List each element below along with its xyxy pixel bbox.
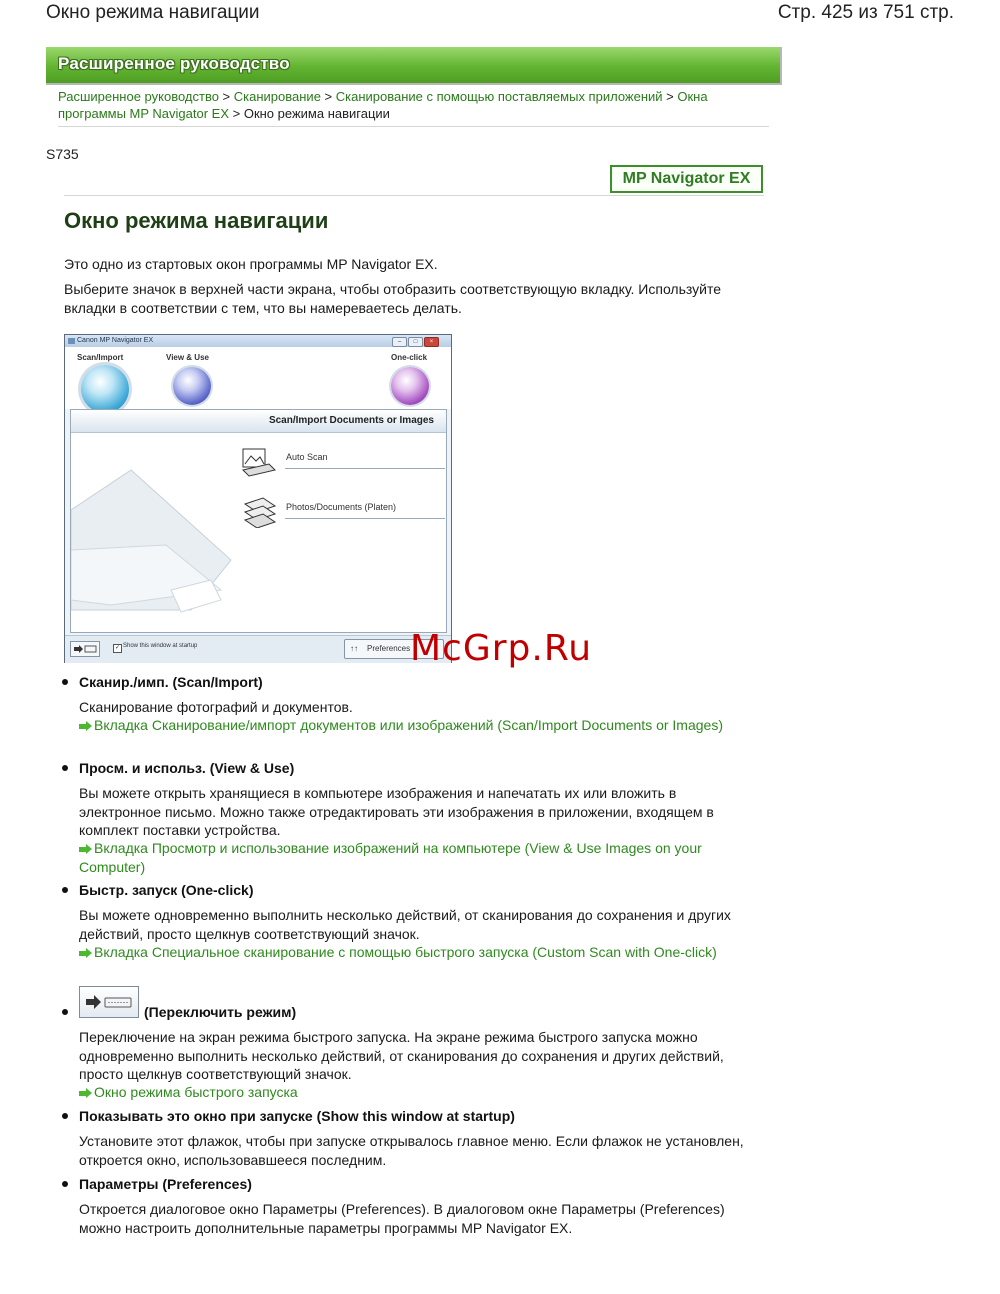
auto-scan-icon[interactable]	[239, 446, 279, 478]
scanner-icon[interactable]	[81, 365, 129, 413]
section-heading-switch-mode: (Переключить режим)	[144, 1004, 297, 1020]
bullet-icon	[62, 887, 68, 893]
window-footer	[65, 635, 451, 663]
panel-header	[71, 410, 446, 433]
bullet-icon	[62, 1181, 68, 1187]
arrow-right-icon	[79, 943, 94, 953]
app-icon	[68, 338, 75, 344]
minimize-icon[interactable]: –	[392, 337, 407, 347]
watermark: McGrp.Ru	[410, 628, 593, 669]
startup-checkbox-label: Show this window at startup	[123, 643, 198, 649]
section-heading-show-startup: Показывать это окно при запуске (Show this window at startup)	[79, 1108, 515, 1124]
startup-checkbox[interactable]: ✓	[114, 645, 121, 651]
link-one-click-mode-window[interactable]	[79, 1083, 749, 1102]
bullet-icon	[62, 765, 68, 771]
section-text: Переключение на экран режима быстрого запуска. На экране режима быстрого запуска можно одновременно выполнить несколько действий, от сканирования до сохранения и других действий, просто щелкнув соответствующий значок.	[79, 1029, 724, 1082]
section-heading-one-click: Быстр. запуск (One-click)	[79, 882, 254, 898]
switch-mode-button[interactable]	[70, 641, 100, 657]
section-heading-scan-import: Сканир./имп. (Scan/Import)	[79, 674, 263, 690]
divider	[285, 518, 445, 519]
breadcrumb-separator: >	[218, 89, 234, 104]
platen-scan-icon[interactable]	[239, 494, 279, 528]
scan-import-panel	[70, 409, 447, 633]
intro-paragraph: Выберите значок в верхней части экрана, чтобы отобразить соответствующую вкладку. Используйте вкладки в соответствии с тем, что вы намереваетесь делать.	[64, 281, 722, 316]
page-header-title: Окно режима навигации	[46, 2, 260, 23]
breadcrumb-current: Окно режима навигации	[243, 106, 390, 121]
switch-mode-icon	[71, 642, 99, 656]
breadcrumb-link-windows[interactable]: Окна программы MP Navigator EX	[58, 89, 708, 121]
link-text[interactable]: Окно режима быстрого запуска	[94, 1084, 298, 1100]
breadcrumb	[58, 88, 758, 122]
section-heading-preferences: Параметры (Preferences)	[79, 1176, 252, 1192]
section-text: Вы можете одновременно выполнить несколько действий, от сканирования до сохранения и других действий, просто щелкнув соответствующий значок.	[79, 907, 731, 942]
section-text: Сканирование фотографий и документов.	[79, 699, 353, 715]
photo-grid-icon[interactable]	[173, 367, 211, 405]
section-heading-view-use: Просм. и использ. (View & Use)	[79, 760, 295, 776]
breadcrumb-separator: >	[662, 89, 678, 104]
doc-code: S735	[46, 146, 79, 162]
switch-mode-button-image	[79, 986, 139, 1018]
link-one-click-tab[interactable]	[79, 943, 749, 962]
arrow-right-icon	[79, 716, 94, 726]
divider	[285, 468, 445, 469]
divider	[64, 195, 764, 196]
tab-one-click-label: One-click	[391, 353, 428, 362]
banner-label: Расширенное руководство	[58, 54, 290, 73]
bullet-icon	[62, 1009, 68, 1015]
bullet-icon	[62, 679, 68, 685]
intro-paragraph: Это одно из стартовых окон программы MP Navigator EX.	[64, 256, 438, 272]
tab-scan-import-label: Scan/Import	[77, 353, 124, 362]
section-text: Установите этот флажок, чтобы при запуске открывалось главное меню. Если флажок не установлен, откроется окно, использовавшееся последним.	[79, 1133, 744, 1168]
breadcrumb-separator: >	[320, 89, 336, 104]
link-text[interactable]: Вкладка Специальное сканирование с помощью быстрого запуска (Custom Scan with One-click)	[94, 944, 717, 960]
page-counter: Стр. 425 из 751 стр.	[777, 2, 954, 23]
arrow-right-icon	[79, 1083, 94, 1093]
link-text[interactable]: Вкладка Сканирование/импорт документов или изображений (Scan/Import Documents or Images)	[94, 717, 723, 733]
breadcrumb-link-guide[interactable]: Расширенное руководство	[58, 89, 219, 104]
breadcrumb-link-scanning[interactable]: Сканирование	[233, 89, 321, 104]
link-scan-import-tab[interactable]	[79, 716, 749, 735]
link-text[interactable]: Вкладка Просмотр и использование изображений на компьютере (View & Use Images on your Computer)	[79, 840, 702, 875]
one-click-icon[interactable]	[391, 367, 429, 405]
tab-view-use-label: View & Use	[166, 353, 209, 362]
breadcrumb-separator: >	[229, 106, 244, 121]
option-photos-documents[interactable]: Photos/Documents (Platen)	[286, 502, 397, 512]
breadcrumb-link-apps[interactable]: Сканирование с помощью поставляемых приложений	[335, 89, 663, 104]
app-window-screenshot	[64, 334, 452, 663]
window-titlebar	[65, 335, 451, 347]
section-text: Откроется диалоговое окно Параметры (Preferences). В диалоговом окне Параметры (Preferences) можно настроить дополнительные параметры программы MP Navigator EX.	[79, 1201, 725, 1236]
switch-mode-icon	[80, 987, 138, 1017]
section-text: Вы можете открыть хранящиеся в компьютере изображения и напечатать их или вложить в электронное письмо. Можно также отредактировать эти изображения в приложении, входящем в комплект поставки устройства.	[79, 785, 714, 838]
arrow-right-icon	[79, 839, 94, 849]
product-badge: MP Navigator EX	[610, 165, 763, 193]
maximize-icon[interactable]: □	[408, 337, 423, 347]
tab-strip	[65, 347, 451, 409]
scanner-illustration	[71, 440, 241, 620]
preferences-icon: ↑↑	[350, 644, 358, 653]
panel-title: Scan/Import Documents or Images	[268, 415, 434, 426]
option-auto-scan[interactable]: Auto Scan	[286, 452, 328, 462]
page-title: Окно режима навигации	[64, 208, 329, 233]
guide-banner	[46, 47, 782, 85]
preferences-label: Preferences	[367, 644, 411, 653]
close-icon[interactable]: ×	[424, 337, 439, 347]
divider	[58, 126, 769, 127]
window-title: Canon MP Navigator EX	[77, 337, 154, 344]
link-view-use-tab[interactable]	[79, 839, 749, 876]
bullet-icon	[62, 1113, 68, 1119]
